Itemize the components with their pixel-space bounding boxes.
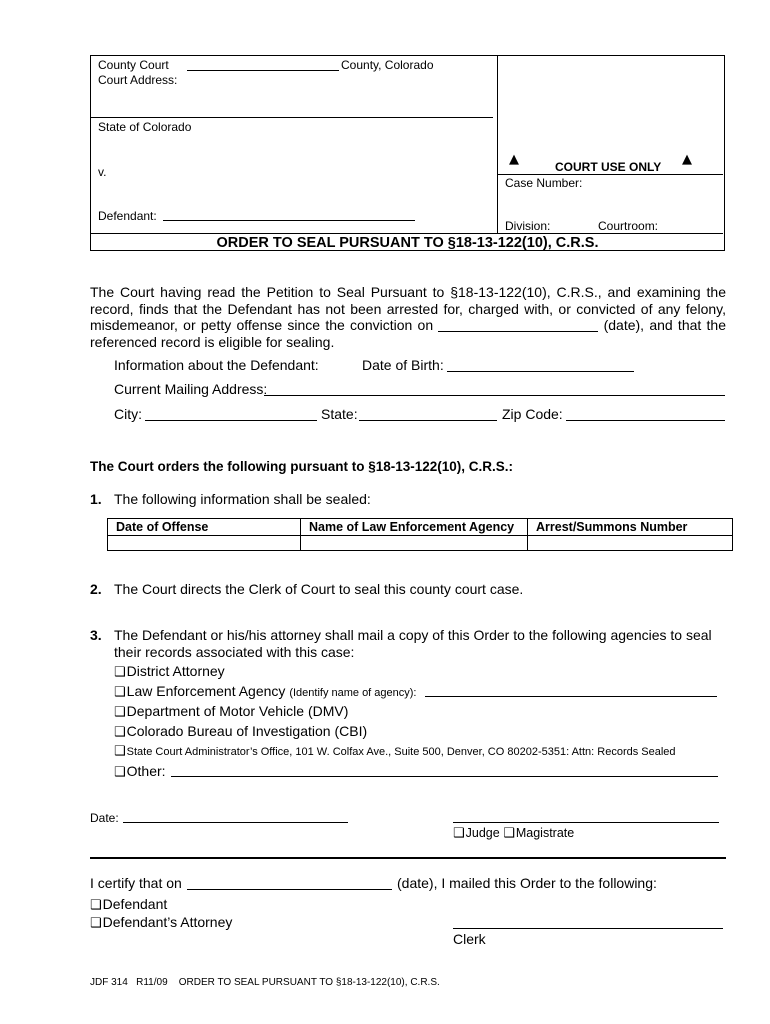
item-2-text: The Court directs the Clerk of Court to seal this county court case.: [114, 581, 524, 597]
up-arrow-icon: ▲: [682, 152, 692, 167]
form-footer: JDF 314 R11/09 ORDER TO SEAL PURSUANT TO §18-13-122(10), C.R.S.: [90, 977, 440, 988]
arrest-number-cell[interactable]: [528, 536, 733, 551]
certify-option-attorney: [90, 914, 232, 931]
checkbox-icon[interactable]: ❑: [503, 826, 515, 841]
caption-divider: [497, 55, 498, 233]
intro-text-end: (date), and that the referenced record is eligible for sealing.: [90, 317, 726, 350]
offense-date-cell[interactable]: [108, 536, 301, 551]
agency-option-sca: [114, 744, 676, 759]
up-arrow-icon: ▲: [509, 152, 519, 167]
certify-defendant-label: Defendant: [102, 896, 168, 912]
certify-attorney-label: Defendant’s Attorney: [102, 914, 233, 930]
court-address-line[interactable]: [90, 117, 493, 118]
zip-label: Zip Code:: [502, 406, 563, 422]
agency-option-le: [114, 683, 417, 700]
agency-other-label: Other:: [126, 763, 166, 779]
agency-sca-label: State Court Administrator’s Office, 101 W. Colfax Ave., Suite 500, Denver, CO 80202-5351: Attn: Records Sealed: [126, 746, 676, 758]
division-label: Division:: [505, 219, 551, 233]
agency-le-note: (Identify name of agency):: [289, 687, 417, 699]
checkbox-icon[interactable]: ❑: [90, 916, 102, 931]
checkbox-icon[interactable]: ❑: [453, 826, 465, 841]
intro-text-start: The Court having read the Petition to Seal Pursuant to §18-13-122(10), C.R.S., and examining the record, finds that the Defendant has not been arrested for, charged with, or convicted of any felony, misdemeanor, or petty offense since the conviction on: [90, 284, 726, 333]
agency-dmv-label: Department of Motor Vehicle (DMV): [126, 703, 349, 719]
checkbox-icon[interactable]: ❑: [90, 898, 102, 913]
other-agency-field[interactable]: [171, 776, 718, 777]
item-3-text: The Defendant or his/his attorney shall mail a copy of this Order to the following agencies to seal their records associated with this case:: [114, 627, 712, 660]
case-number-label: Case Number:: [505, 176, 583, 190]
table-row: [108, 536, 733, 551]
checkbox-icon[interactable]: ❑: [114, 665, 126, 680]
mailing-address-label: Current Mailing Address:: [114, 381, 268, 397]
county-name-field[interactable]: [187, 70, 339, 71]
dob-label: Date of Birth:: [362, 357, 444, 373]
checkbox-icon[interactable]: ❑: [114, 685, 126, 700]
checkbox-icon[interactable]: ❑: [114, 765, 126, 780]
dob-field[interactable]: [447, 371, 634, 372]
table-header-agency: Name of Law Enforcement Agency: [301, 519, 528, 536]
court-use-only-label: COURT USE ONLY: [555, 160, 662, 174]
courtroom-label: Courtroom:: [598, 219, 659, 233]
intro-paragraph: [90, 284, 726, 350]
versus-label: v.: [98, 165, 107, 179]
defendant-label: Defendant:: [98, 209, 157, 223]
state-label: State of Colorado: [98, 120, 192, 134]
county-suffix: County, Colorado: [341, 58, 434, 72]
agency-da-label: District Attorney: [126, 663, 225, 679]
county-court-label: County Court: [98, 58, 169, 72]
certify-option-defendant: [90, 896, 167, 913]
checkbox-icon[interactable]: ❑: [114, 705, 126, 720]
conviction-date-field[interactable]: [438, 331, 598, 332]
magistrate-label: Magistrate: [515, 826, 575, 840]
state-field-label: State:: [321, 406, 358, 422]
sealed-records-table: [107, 518, 733, 551]
item-1-text: The following information shall be sealed:: [114, 491, 371, 507]
checkbox-icon[interactable]: ❑: [114, 725, 126, 740]
court-address-label: Court Address:: [98, 73, 178, 87]
agency-name-field[interactable]: [425, 696, 717, 697]
table-header-row: [108, 519, 733, 536]
agency-cbi-label: Colorado Bureau of Investigation (CBI): [126, 723, 368, 739]
city-label: City:: [114, 406, 142, 422]
mailing-address-field[interactable]: [264, 395, 725, 396]
judge-signature-line[interactable]: [453, 822, 719, 823]
order-date-field[interactable]: [123, 822, 348, 823]
title-divider: [90, 233, 723, 234]
checkbox-icon[interactable]: ❑: [114, 744, 126, 759]
agency-option-other: [114, 763, 166, 780]
mailing-date-field[interactable]: [187, 889, 392, 890]
agency-le-label: Law Enforcement Agency: [126, 683, 286, 699]
case-number-divider: [497, 174, 723, 175]
judge-magistrate-options: [453, 826, 574, 841]
table-header-date: Date of Offense: [108, 519, 301, 536]
city-field[interactable]: [145, 420, 317, 421]
table-header-arrest-number: Arrest/Summons Number: [528, 519, 733, 536]
agency-option-da: [114, 663, 225, 680]
zip-field[interactable]: [566, 420, 725, 421]
agency-option-cbi: [114, 723, 367, 740]
judge-label: Judge: [465, 826, 500, 840]
date-label: Date:: [90, 811, 119, 825]
agency-name-cell[interactable]: [301, 536, 528, 551]
orders-heading: The Court orders the following pursuant to §18-13-122(10), C.R.S.:: [90, 459, 514, 474]
page-title: ORDER TO SEAL PURSUANT TO §18-13-122(10), C.R.S.: [216, 235, 599, 251]
defendant-info-label: Information about the Defendant:: [114, 357, 319, 373]
agency-option-dmv: [114, 703, 348, 720]
state-field[interactable]: [359, 420, 497, 421]
clerk-signature-line[interactable]: [453, 928, 723, 929]
clerk-label: Clerk: [453, 931, 486, 947]
item-3-number: 3.: [90, 627, 102, 643]
section-separator: [90, 857, 726, 859]
item-1-number: 1.: [90, 491, 102, 507]
certify-text-start: I certify that on: [90, 875, 182, 891]
certify-text-end: (date), I mailed this Order to the following:: [397, 875, 657, 891]
defendant-name-field[interactable]: [163, 220, 415, 221]
item-2-number: 2.: [90, 581, 102, 597]
